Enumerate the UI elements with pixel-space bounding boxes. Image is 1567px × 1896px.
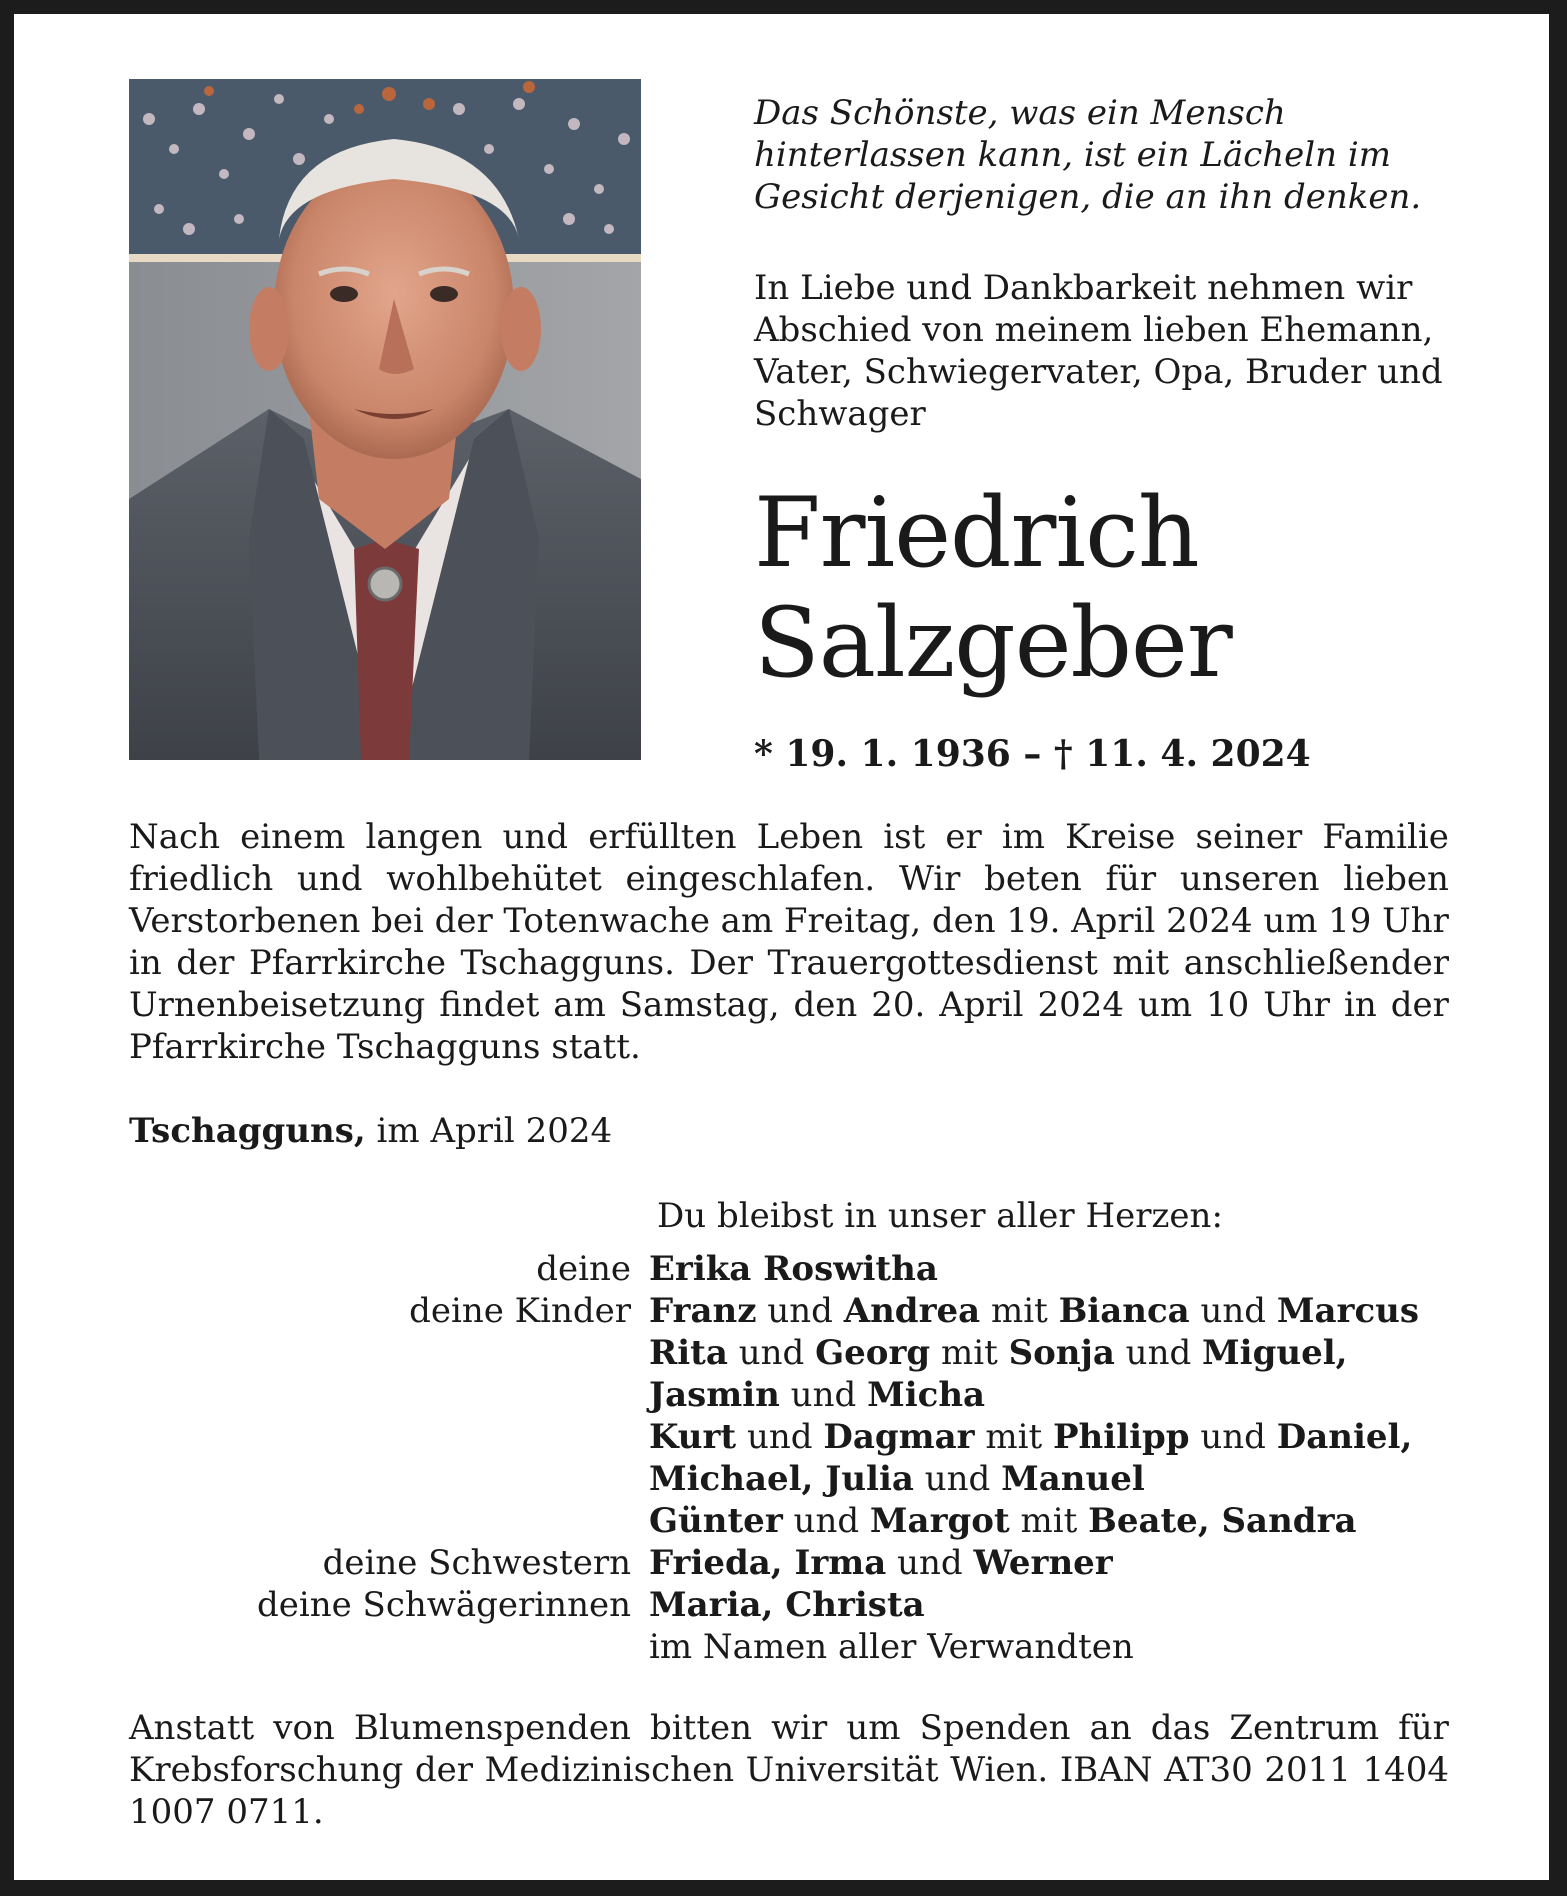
word: im [1001,817,1046,857]
intro-line: Schwager [754,394,926,434]
person-name: Werner [973,1543,1113,1583]
quote-line: Gesicht derjenigen, die an ihn denken. [754,177,1422,217]
word: der [434,901,493,941]
connector-text: und [736,1417,824,1457]
word: Blumenspenden [353,1708,631,1748]
person-name: Daniel, [1276,1417,1413,1457]
word: Kreise [1065,817,1176,857]
connector-text: und [1189,1291,1277,1331]
person-name: Sonja [1008,1333,1115,1373]
word: mit [1112,943,1170,983]
person-name: Miguel, [1202,1333,1348,1373]
survivor-row [129,1332,1469,1374]
survivor-row [129,1500,1469,1542]
word: an [1089,1708,1132,1748]
deceased-name [754,478,1232,698]
word: und [297,859,363,899]
relation-label: deine Kinder [409,1291,631,1331]
survivor-row [129,1458,1469,1500]
farewell-intro [754,267,1454,435]
connector-text: und [886,1543,974,1583]
connector-text: und [1114,1333,1203,1373]
person-name: Günter [649,1501,783,1541]
town: Tschagguns, [129,1111,366,1151]
heart-line: Du bleibst in unser aller Herzen: [657,1196,1223,1236]
word: bitten [650,1708,752,1748]
donation-line: 1007 0711. [129,1792,324,1832]
word: Uhr [1263,985,1331,1025]
place-date [129,1111,612,1151]
word: 19 [1328,901,1372,941]
intro-line: In Liebe und Dankbarkeit nehmen wir [754,268,1413,308]
word: um [846,1708,901,1748]
word: eingeschlafen. [625,859,876,899]
word: für [1105,859,1157,899]
person-name: Beate, Sandra [1088,1501,1357,1541]
person-name: Dagmar [823,1417,975,1457]
person-name: Rita [649,1333,728,1373]
word: AT30 [1164,1750,1253,1790]
word: am [553,985,606,1025]
connector-text: und [913,1459,1002,1499]
word: friedlich [129,859,274,899]
word: den [793,985,858,1025]
word: ist [883,817,926,857]
body-line [129,816,1449,858]
survivor-row [129,1584,1469,1626]
first-name: Friedrich [754,477,1199,589]
person-name: Micha [867,1375,986,1415]
word: Zentrum [1229,1708,1380,1748]
relation-label: deine [536,1249,631,1289]
donation-note [129,1707,1449,1833]
connector-text: und [727,1333,816,1373]
word: Trauergottesdienst [767,943,1098,983]
survivor-names [649,1290,1419,1332]
relation-label: deine Schwägerinnen [256,1585,631,1625]
relation-label [129,1500,649,1542]
word: Urnenbeisetzung [129,985,426,1025]
quote-line: Das Schönste, was ein Mensch [754,93,1286,133]
word: einem [240,817,346,857]
word: 10 [1206,985,1250,1025]
word: findet [439,985,540,1025]
connector-text: mit [980,1291,1059,1331]
relation-label: deine Schwestern [322,1543,631,1583]
word: Familie [1322,817,1449,857]
survivor-names [649,1542,1113,1584]
body-line [129,942,1449,984]
word: wir [771,1708,828,1748]
word: 2024 [1037,985,1124,1025]
connector-text: mit [930,1333,1009,1373]
word: in [1343,985,1377,1025]
connector-text: und [1189,1417,1277,1457]
relation-label [129,1374,649,1416]
last-name: Salzgeber [754,587,1232,699]
word: 19. [1006,901,1061,941]
person-name: Manuel [1001,1459,1145,1499]
word: 2024 [1166,901,1253,941]
word: und [502,817,569,857]
word: das [1150,1708,1211,1748]
body-line [129,900,1449,942]
survivor-names [649,1416,1412,1458]
word: um [1263,901,1318,941]
word: der [414,1750,473,1790]
word: Universität [745,1750,939,1790]
word: Totenwache [503,901,710,941]
word: April [1071,901,1156,941]
survivor-row [129,1290,1469,1332]
word: 2011 [1264,1750,1351,1790]
survivor-row [129,1416,1469,1458]
person-name: Jasmin [649,1375,780,1415]
word: Krebsforschung [129,1750,404,1790]
word: anschließender [1183,943,1449,983]
word: um [1137,985,1193,1025]
word: lieben [1343,859,1449,899]
word: Anstatt [129,1708,255,1748]
word: für [1398,1708,1449,1748]
body-line [129,858,1449,900]
survivor-row [129,1374,1469,1416]
person-name: Marcus [1276,1291,1420,1331]
word: Der [689,943,754,983]
word: Wien. [950,1750,1049,1790]
word: langen [365,817,483,857]
word: unseren [1179,859,1320,899]
word: er [945,817,982,857]
person-name: Kurt [649,1417,737,1457]
connector-text: und [782,1501,870,1541]
word: den [931,901,996,941]
word: Pfarrkirche [248,943,446,983]
word: Samstag, [619,985,780,1025]
word: bei [371,901,424,941]
survivor-names [649,1458,1145,1500]
body-line [129,984,1449,1026]
word: Wir [898,859,961,899]
relation-label [129,1416,649,1458]
word: von [273,1708,335,1748]
person-name: Margot [869,1501,1010,1541]
life-dates: * 19. 1. 1936 – † 11. 4. 2024 [754,733,1311,775]
word: seiner [1195,817,1303,857]
survivor-row [129,1248,1469,1290]
person-name: Michael, Julia [649,1459,914,1499]
word: 20. [871,985,926,1025]
person-name: Frieda, Irma [649,1543,887,1583]
word: Medizinischen [484,1750,735,1790]
person-name: Philipp [1052,1417,1190,1457]
word: April [939,985,1024,1025]
survivor-names [649,1584,925,1626]
survivor-names [649,1332,1347,1374]
word: am [720,901,774,941]
portrait-photo [129,79,641,760]
announcement-text [129,816,1449,1068]
survivor-row [129,1542,1469,1584]
word: beten [984,859,1082,899]
person-name: Erika Roswitha [649,1249,938,1289]
intro-line: Abschied von meinem lieben Ehemann, [754,310,1434,350]
survivor-names [649,1500,1357,1542]
obituary-page [14,14,1549,1880]
relation-label [129,1626,649,1668]
word: IBAN [1059,1750,1153,1790]
person-name: Franz [649,1291,757,1331]
month-year: im April 2024 [365,1111,613,1151]
donation-line [129,1707,1449,1749]
word: 1404 [1362,1750,1449,1790]
quote-line: hinterlassen kann, ist ein Lächeln im [754,135,1391,175]
memorial-quote [754,92,1454,218]
connector-text: im Namen aller Verwandten [649,1627,1134,1667]
relation-label [129,1458,649,1500]
word: Leben [756,817,864,857]
survivor-names [649,1374,985,1416]
word: in [129,943,162,983]
word: Freitag, [783,901,922,941]
word: Nach [129,817,220,857]
word: Verstorbenen [129,901,361,941]
body-line: Pfarrkirche Tschagguns statt. [129,1027,641,1067]
word: der [1390,985,1449,1025]
survivor-row [129,1626,1469,1668]
person-name: Georg [815,1333,931,1373]
connector-text: mit [1009,1501,1089,1541]
word: erfüllten [588,817,737,857]
survivors-list [129,1248,1469,1668]
connector-text: mit [974,1417,1053,1457]
word: Tschagguns. [460,943,675,983]
connector-text: und [756,1291,844,1331]
person-name: Maria, Christa [649,1585,925,1625]
relation-label [129,1332,649,1374]
word: Spenden [919,1708,1071,1748]
survivor-names [649,1248,938,1290]
person-name: Bianca [1058,1291,1190,1331]
survivor-names [649,1626,1134,1668]
word: wohlbehütet [386,859,602,899]
word: Uhr [1382,901,1449,941]
connector-text: und [779,1375,868,1415]
donation-line [129,1749,1449,1791]
person-name: Andrea [843,1291,981,1331]
intro-line: Vater, Schwiegervater, Opa, Bruder und [754,352,1443,392]
word: der [176,943,235,983]
